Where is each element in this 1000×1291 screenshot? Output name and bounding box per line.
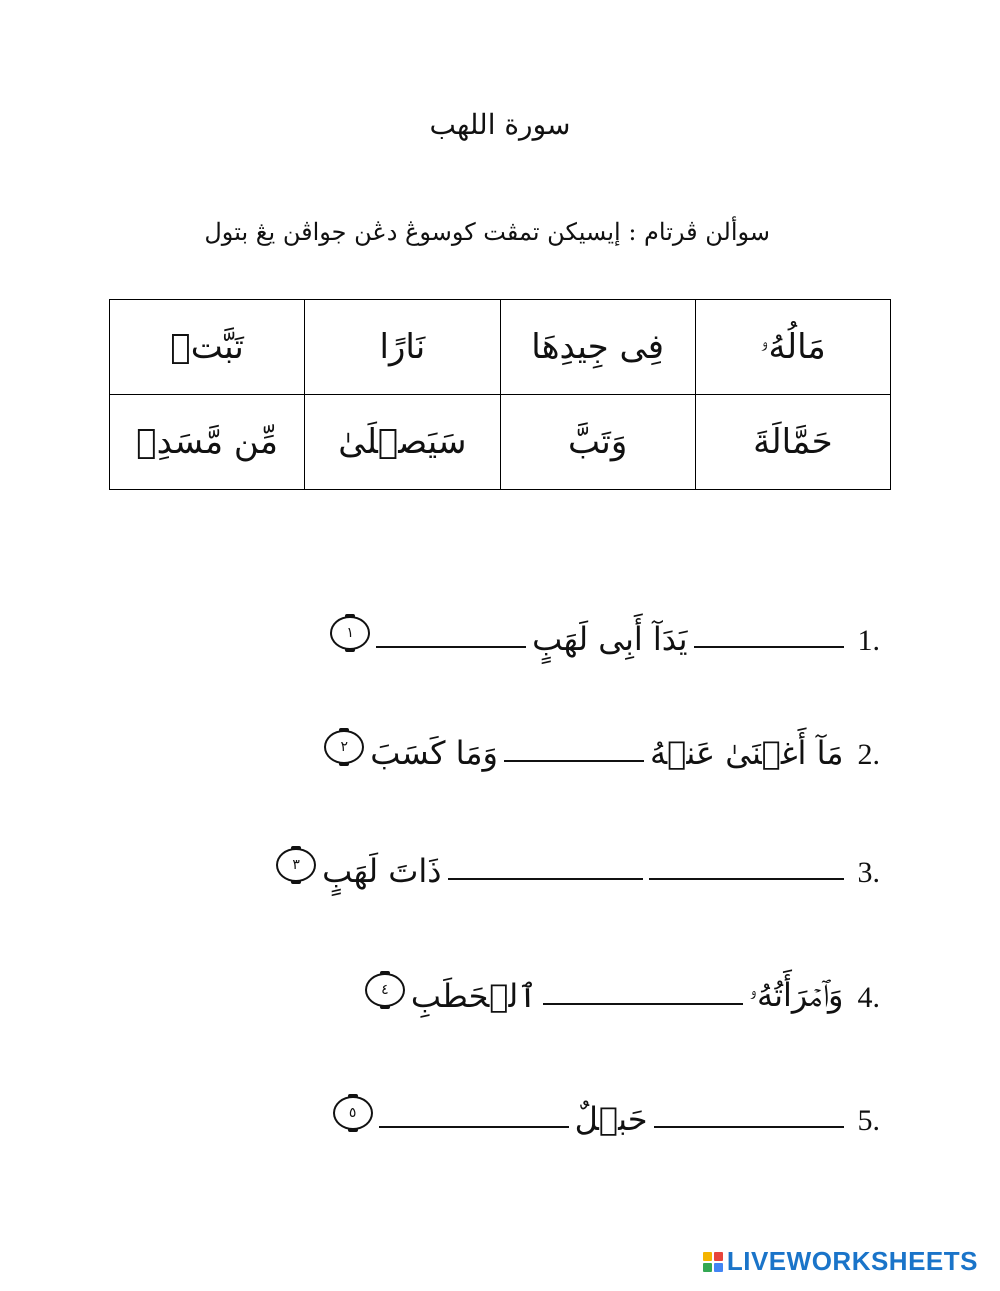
question-1 [330,598,880,658]
question-number: 1. [857,624,880,657]
question-number: 4. [857,981,880,1014]
answer-blank-3b[interactable] [448,868,643,880]
ayah-marker-icon: ١ [330,616,370,650]
answer-blank-1b[interactable] [376,636,526,648]
logo-icon [703,1252,723,1272]
logo-square [714,1263,723,1272]
word-bank-table [109,299,891,490]
instruction-text: سوألن ڤرتام : إيسيكن تمڤت كوسوڠ دڠن جواڤن يڠ بتول [204,218,770,246]
page-title: سورة اللهب [429,108,571,141]
answer-blank-3a[interactable] [649,868,844,880]
question-text-end: ٱلۡحَطَبِ [410,977,537,1015]
question-text-end: وَمَا كَسَبَ [370,734,498,772]
question-text: حَبۡلٌ [574,1100,648,1138]
question-number: 5. [857,1104,880,1137]
word-cell[interactable]: نَارًا [305,300,500,395]
ayah-marker-icon: ٢ [324,730,364,764]
word-cell[interactable]: فِى جِيدِهَا [500,300,695,395]
answer-blank-4[interactable] [543,993,743,1005]
word-cell[interactable]: سَيَصۡلَىٰ [305,395,500,490]
word-cell[interactable]: مَالُهُۥ [695,300,890,395]
question-2 [324,712,880,772]
liveworksheets-logo [703,1246,978,1277]
word-cell[interactable]: تَبَّتۡ [110,300,305,395]
logo-square [703,1263,712,1272]
word-cell[interactable]: مِّن مَّسَدِۭ [110,395,305,490]
answer-blank-5a[interactable] [654,1116,844,1128]
answer-blank-5b[interactable] [379,1116,569,1128]
question-4 [365,955,880,1015]
question-number: 3. [857,856,880,889]
ayah-marker-icon: ٣ [276,848,316,882]
question-text-start: وَٱمۡرَأَتُهُۥ [748,976,844,1014]
brand-name: LIVEWORKSHEETS [726,1246,978,1276]
answer-blank-1a[interactable] [694,636,844,648]
table-row [110,395,891,490]
logo-square [714,1252,723,1261]
question-text-start: مَآ أَغۡنَىٰ عَنۡهُ [650,734,844,772]
ayah-marker-icon: ٥ [333,1096,373,1130]
question-3 [276,830,880,890]
table-row [110,300,891,395]
question-text: ذَاتَ لَهَبٍ [322,852,442,890]
question-text: يَدَآ أَبِى لَهَبٍ [532,620,688,658]
word-cell[interactable]: حَمَّالَةَ [695,395,890,490]
logo-square [703,1252,712,1261]
question-5 [333,1078,880,1138]
answer-blank-2[interactable] [504,750,644,762]
question-number: 2. [857,738,880,771]
ayah-marker-icon: ٤ [365,973,405,1007]
word-cell[interactable]: وَتَبَّ [500,395,695,490]
